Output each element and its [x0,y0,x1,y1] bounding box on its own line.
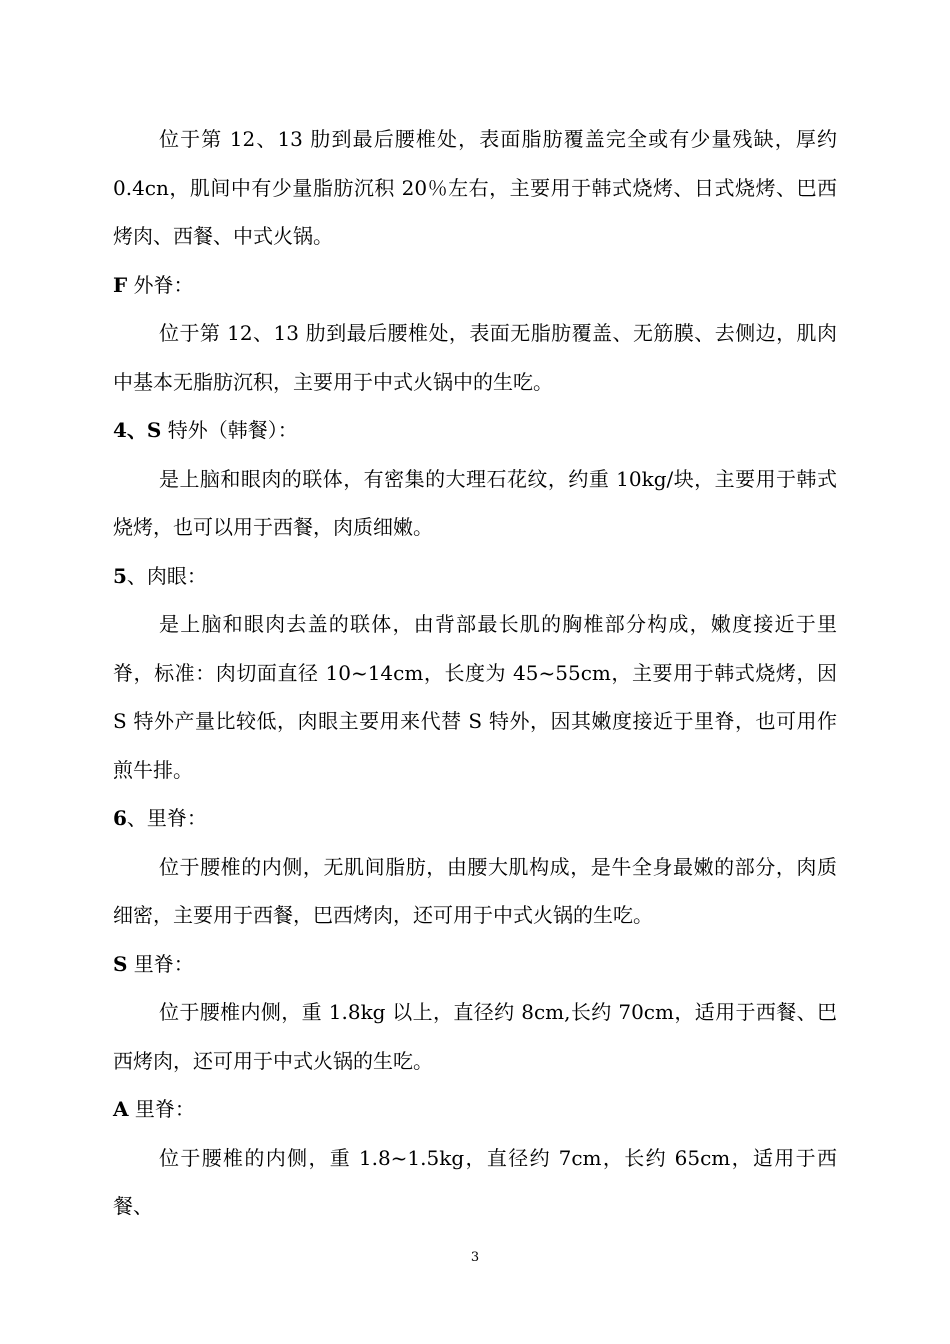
paragraph: 位于腰椎的内侧，重 1.8~1.5kg，直径约 7cm，长约 65cm，适用于西餐、 [113,1145,837,1218]
paragraph: 位于第 12、13 肋到最后腰椎处，表面脂肪覆盖完全或有少量残缺，厚约 0.4cn，肌间中有少量脂肪沉积 20％左右，主要用于韩式烧烤、日式烧烤、巴西烤肉、西餐、中式火锅。 [113,127,837,248]
heading-lead: A [113,1097,129,1121]
heading-text: 里脊： [127,951,194,976]
page-number: 3 [470,1250,480,1265]
paragraph: 是上脑和眼肉的联体，有密集的大理石花纹，约重 10kg/块，主要用于韩式烧烤，也可以用于西餐，肉质细嫩。 [113,466,837,539]
heading-text: 特外（韩餐）： [161,418,298,442]
heading-lead: 5 [113,563,127,588]
heading-text: 、肉眼： [126,563,207,588]
heading-lead: F [113,272,128,297]
heading-lead: 6 [113,806,127,830]
paragraph: 位于腰椎的内侧，无肌间脂肪，由腰大肌构成，是牛全身最嫩的部分，肉质细密，主要用于西餐，巴西烤肉，还可用于中式火锅的生吃。 [113,854,837,927]
paragraph: 位于第 12、13 肋到最后腰椎处，表面无脂肪覆盖、无筋膜、去侧边，肌肉中基本无脂肪沉积，主要用于中式火锅中的生吃。 [113,321,837,394]
section-heading [113,1085,837,1134]
paragraph: 位于腰椎内侧，重 1.8kg 以上，直径约 8cm,长约 70cm，适用于西餐、巴西烤肉，还可用于中式火锅的生吃。 [113,1000,837,1073]
heading-lead: 4、S [113,418,162,442]
heading-text: 里脊： [128,1097,195,1121]
section-heading [113,940,837,989]
paragraph: 是上脑和眼肉去盖的联体，由背部最长肌的胸椎部分构成，嫩度接近于里脊，标准：肉切面直径 10~14cm，长度为 45~55cm，主要用于韩式烧烤，因 S 特外产量比较低，肉眼主要用来代替 S 特外，因其嫩度接近于里脊，也可用作煎牛排。 [113,612,837,782]
section-heading [113,552,837,601]
heading-text: 外脊： [127,272,194,297]
heading-text: 、里脊： [126,806,207,830]
document-body [113,115,837,1231]
heading-lead: S [113,951,128,976]
section-heading [113,794,837,843]
section-heading [113,406,837,455]
section-heading [113,261,837,310]
